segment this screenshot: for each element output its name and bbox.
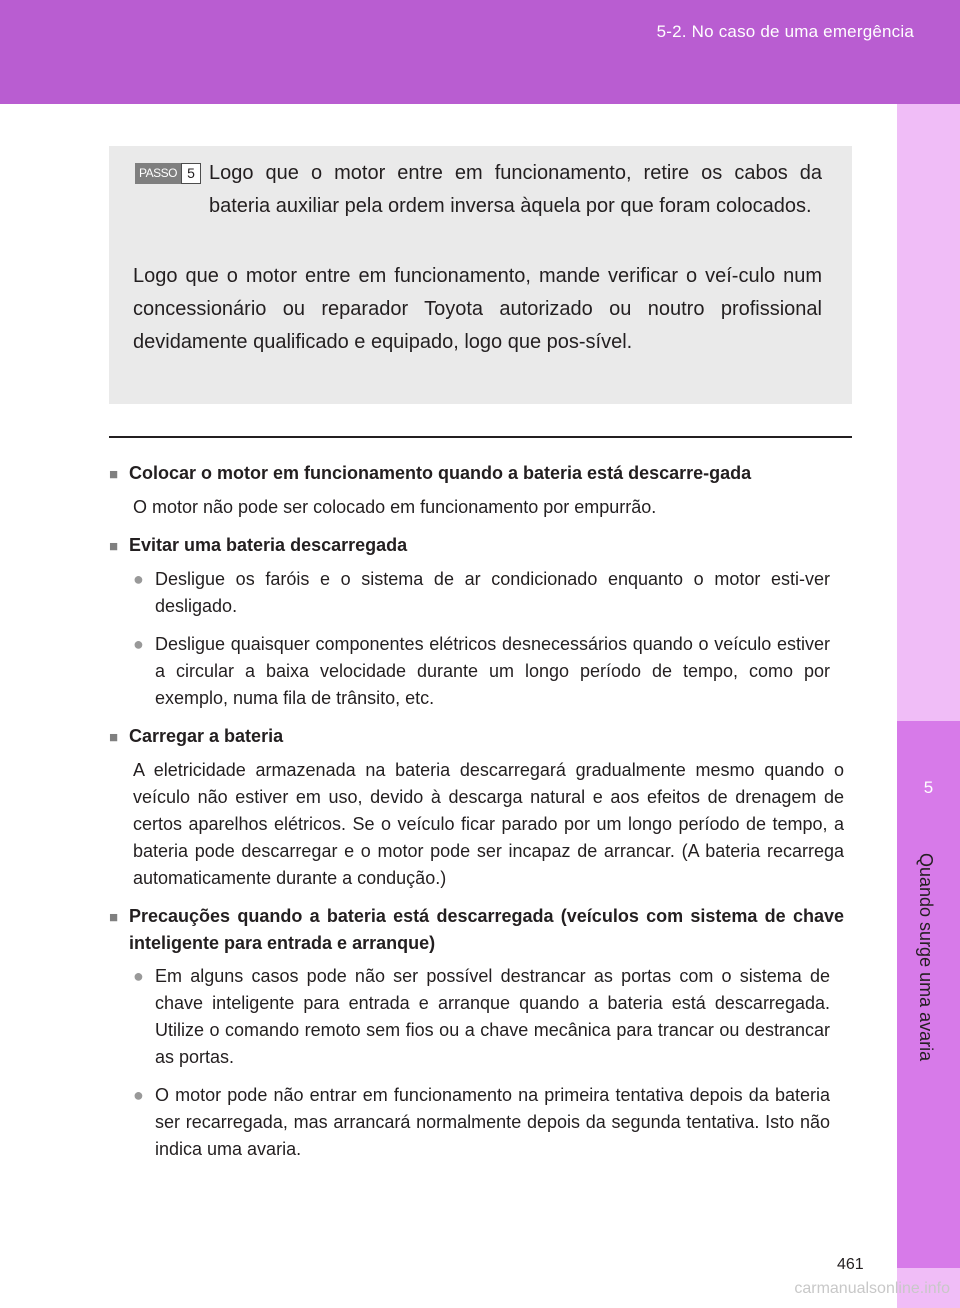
page-number: 461 — [837, 1256, 864, 1273]
bullet-text: O motor pode não entrar em funcionamento na primeira tentativa depois da bateria ser recarregada, mas arrancará normalmente depois da segunda tentativa. Isto não indica uma avaria. — [155, 1085, 830, 1159]
section-marker-icon: ■ — [109, 909, 119, 926]
bullet-item — [109, 566, 830, 620]
bullet-item — [109, 631, 830, 712]
chapter-title: Quando surge uma avaria — [916, 853, 936, 1062]
section-title-text: Colocar o motor em funcionamento quando a bateria está descarre-gada — [129, 463, 752, 483]
section-marker-icon: ■ — [109, 538, 119, 555]
section-paragraph: O motor não pode ser colocado em funcionamento por empurrão. — [133, 497, 657, 517]
section-heading — [109, 723, 844, 751]
chapter-number: 5 — [923, 778, 934, 797]
bullet-item — [109, 1082, 830, 1163]
step-note: Logo que o motor entre em funcionamento, mande verificar o veí-culo num concessionário ou reparador Toyota autorizado ou noutro profissional devidamente qualificado e equipado, logo que pos-sível. — [133, 265, 822, 353]
step-text: Logo que o motor entre em funcionamento, retire os cabos da bateria auxiliar pela ordem inversa àquela por que foram colocados. — [209, 162, 822, 217]
bullet-item — [109, 963, 830, 1071]
section-marker-icon: ■ — [109, 729, 119, 746]
section-title-text: Precauções quando a bateria está descarregada (veículos com sistema de chave inteligente para entrada e arranque) — [129, 906, 844, 953]
section-marker-icon: ■ — [109, 466, 119, 483]
section-title-text: Evitar uma bateria descarregada — [129, 535, 408, 555]
step-badge-number: 5 — [181, 163, 201, 184]
section-paragraph: A eletricidade armazenada na bateria descarregará gradualmente mesmo quando o veículo não estiver em uso, devido à descarga natural e aos efeitos de drenagem de certos aparelhos elétricos. Se o veículo ficar parado por um longo período de tempo, a bateria pode descarregar e o motor pode ser incapaz de arrancar. (A bateria recarrega automaticamente durante a condução.) — [133, 760, 844, 888]
bullet-icon: ● — [133, 569, 144, 589]
header-bar — [0, 0, 960, 104]
step-box — [109, 146, 852, 404]
section-heading — [109, 460, 844, 488]
step-badge — [135, 163, 201, 184]
section-title: 5-2. No caso de uma emergência — [656, 22, 914, 41]
section-heading — [109, 903, 844, 957]
step-badge-label: PASSO — [135, 163, 181, 184]
bullet-text: Desligue quaisquer componentes elétricos desnecessários quando o veículo estiver a circular a baixa velocidade durante um longo período de tempo, como por exemplo, numa fila de trânsito, etc. — [155, 634, 830, 708]
watermark: carmanualsonline.info — [794, 1280, 950, 1297]
bullet-icon: ● — [133, 1085, 144, 1105]
bullet-text: Desligue os faróis e o sistema de ar condicionado enquanto o motor esti-ver desligado. — [155, 569, 830, 616]
section-heading — [109, 532, 844, 560]
side-chapter-tab — [897, 721, 960, 1268]
bullet-icon: ● — [133, 966, 144, 986]
section-divider — [109, 436, 852, 438]
content — [109, 460, 844, 1174]
bullet-text: Em alguns casos pode não ser possível destrancar as portas com o sistema de chave inteligente para entrada e arranque quando a bateria está descarregada. Utilize o comando remoto sem fios ou a chave mecânica para trancar ou destrancar as portas. — [155, 966, 830, 1067]
bullet-icon: ● — [133, 634, 144, 654]
section-title-text: Carregar a bateria — [129, 726, 284, 746]
